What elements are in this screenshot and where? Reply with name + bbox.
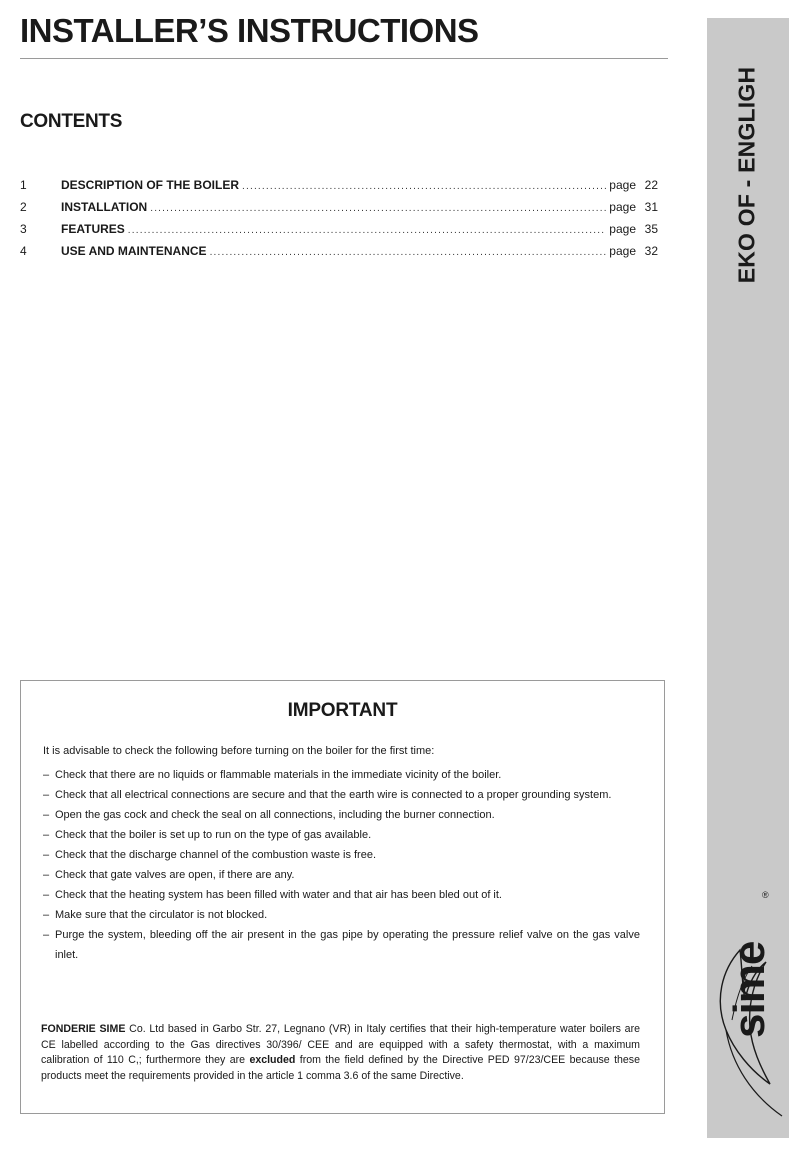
toc-page-label: page (609, 178, 636, 192)
toc-entry-number: 4 (20, 244, 27, 258)
toc-entry-title: DESCRIPTION OF THE BOILER (61, 178, 240, 192)
title-divider (20, 58, 668, 59)
checklist-item: – Open the gas cock and check the seal on all connections, including the burner connection. (43, 805, 640, 825)
toc-leader-dots (210, 247, 607, 258)
checklist-item: – Check that gate valves are open, if there are any. (43, 865, 640, 885)
toc-entry-title: USE AND MAINTENANCE (61, 244, 207, 258)
checklist-item: – Purge the system, bleeding off the air present in the gas pipe by operating the pressure relief valve on the gas valve inlet. (43, 925, 640, 965)
important-heading: IMPORTANT (287, 700, 398, 721)
logo-swoosh-tail (726, 1030, 782, 1116)
toc-leader-dots (128, 225, 607, 236)
toc-page-number: 35 (644, 222, 658, 236)
table-of-contents (20, 178, 658, 266)
toc-page-label: page (609, 244, 636, 258)
toc-entry-features[interactable] (20, 222, 658, 244)
checklist-item: – Check that the discharge channel of the combustion waste is free. (43, 845, 640, 865)
important-notice (20, 680, 665, 1114)
side-band-title: EKO OF - ENGLIGH (733, 66, 760, 284)
certification-text: Co. Ltd based in Garbo Str. 27, Legnano (VR) in Italy certifies that their high-temperature water boilers are CE labelled according to the Gas directives 30/396/ CEE and are equipped with a safety thermostat, with a maximum calibration of 110 C,; furthermore they are (41, 1023, 640, 1066)
checklist-item: – Check that all electrical connections are secure and that the earth wire is connected to a proper grounding system. (43, 785, 640, 805)
checklist-item: – Make sure that the circulator is not blocked. (43, 905, 640, 925)
company-name: FONDERIE SIME (41, 1023, 126, 1035)
toc-entry-maintenance[interactable] (20, 244, 658, 266)
toc-entry-title: FEATURES (61, 222, 125, 236)
toc-entry-number: 1 (20, 178, 27, 192)
logo-registered-mark: ® (762, 890, 769, 900)
certification-emphasis: excluded (249, 1054, 296, 1066)
toc-page-number: 22 (644, 178, 658, 192)
toc-page-number: 31 (644, 200, 658, 214)
checklist (43, 765, 640, 965)
toc-entry-number: 2 (20, 200, 27, 214)
toc-leader-dots (242, 181, 606, 192)
toc-page-number: 32 (644, 244, 658, 258)
checklist-item: – Check that the heating system has been filled with water and that air has been bled out of it. (43, 885, 640, 905)
toc-page-label: page (609, 222, 636, 236)
toc-leader-dots (150, 203, 606, 214)
contents-heading: CONTENTS (20, 111, 123, 132)
logo-wordmark: sime (725, 941, 774, 1038)
page-title: INSTALLER’S INSTRUCTIONS (20, 12, 479, 49)
toc-page-label: page (609, 200, 636, 214)
certification-statement (41, 1022, 640, 1084)
checklist-item: – Check that the boiler is set up to run on the type of gas available. (43, 825, 640, 845)
toc-entry-description[interactable] (20, 178, 658, 200)
sime-logo (712, 880, 788, 1120)
toc-entry-installation[interactable] (20, 200, 658, 222)
toc-entry-title: INSTALLATION (61, 200, 148, 214)
checklist-item: – Check that there are no liquids or flammable materials in the immediate vicinity of the boiler. (43, 765, 640, 785)
important-intro: It is advisable to check the following before turning on the boiler for the first time: (43, 745, 435, 757)
toc-entry-number: 3 (20, 222, 27, 236)
certification-text-end: from the field defined by the Directive PED 97/23/CEE because these products meet the requirements provided in the article 1 comma 3.6 of the same Directive. (41, 1054, 640, 1082)
